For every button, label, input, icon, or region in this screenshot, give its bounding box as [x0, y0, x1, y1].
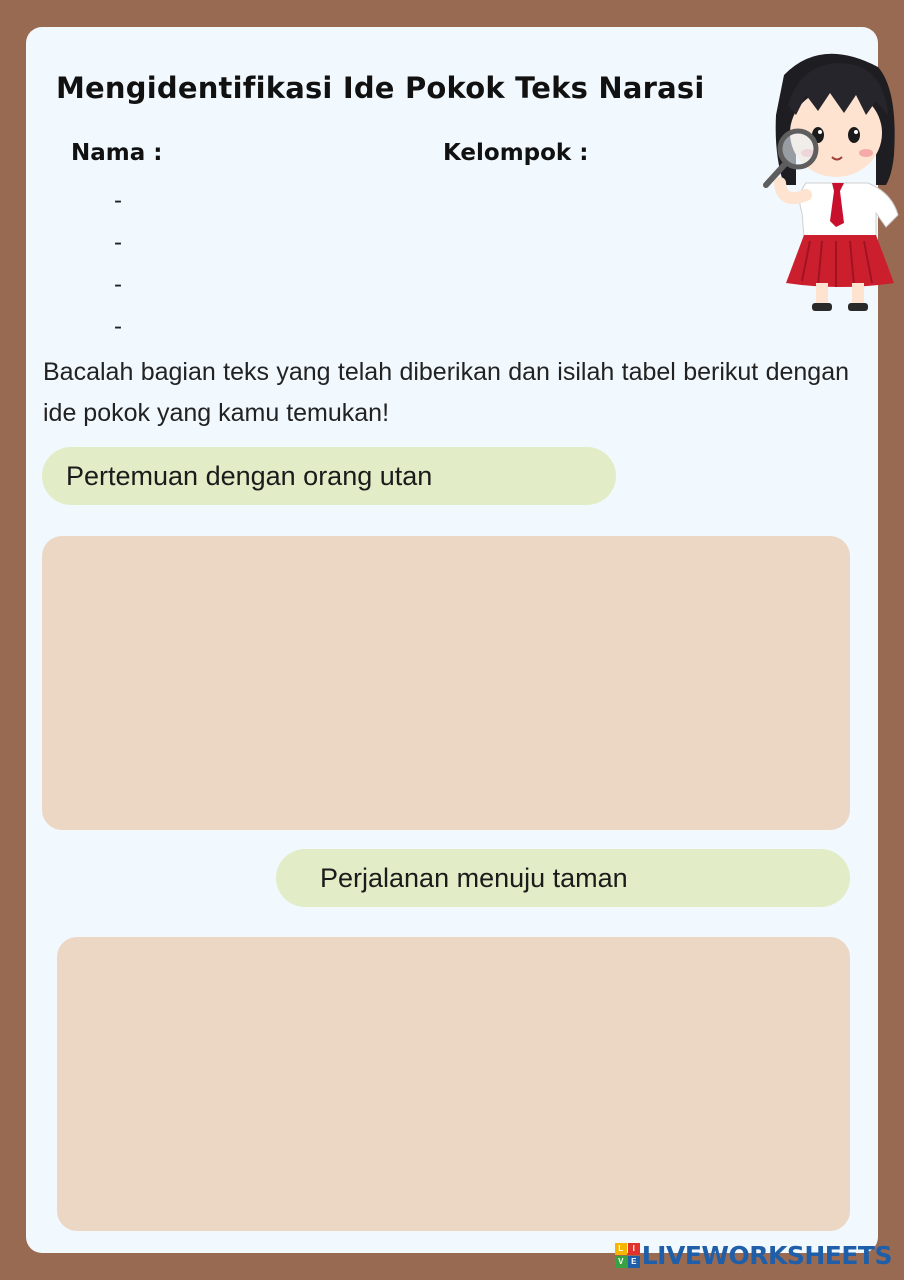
- worksheet-page: [26, 27, 878, 1253]
- name-dash-1[interactable]: -: [114, 187, 122, 214]
- worksheet-title: Mengidentifikasi Ide Pokok Teks Narasi: [56, 71, 705, 105]
- section-heading-1: Pertemuan dengan orang utan: [42, 447, 616, 505]
- section-heading-2: Perjalanan menuju taman: [276, 849, 850, 907]
- liveworksheets-logo-icon: L I V E: [615, 1243, 640, 1268]
- name-dash-3[interactable]: -: [114, 271, 122, 298]
- liveworksheets-text: LIVEWORKSHEETS: [641, 1241, 892, 1270]
- name-dash-2[interactable]: -: [114, 229, 122, 256]
- answer-box-2[interactable]: [57, 937, 850, 1231]
- group-label: Kelompok :: [443, 140, 589, 166]
- answer-box-1[interactable]: [42, 536, 850, 830]
- liveworksheets-logo: [615, 1241, 892, 1270]
- name-label: Nama :: [71, 140, 163, 166]
- name-dash-4[interactable]: -: [114, 313, 122, 340]
- instruction-text: Bacalah bagian teks yang telah diberikan dan isilah tabel berikut dengan ide pokok yang kamu temukan!: [43, 358, 849, 427]
- girl-with-magnifier-icon: [726, 45, 904, 315]
